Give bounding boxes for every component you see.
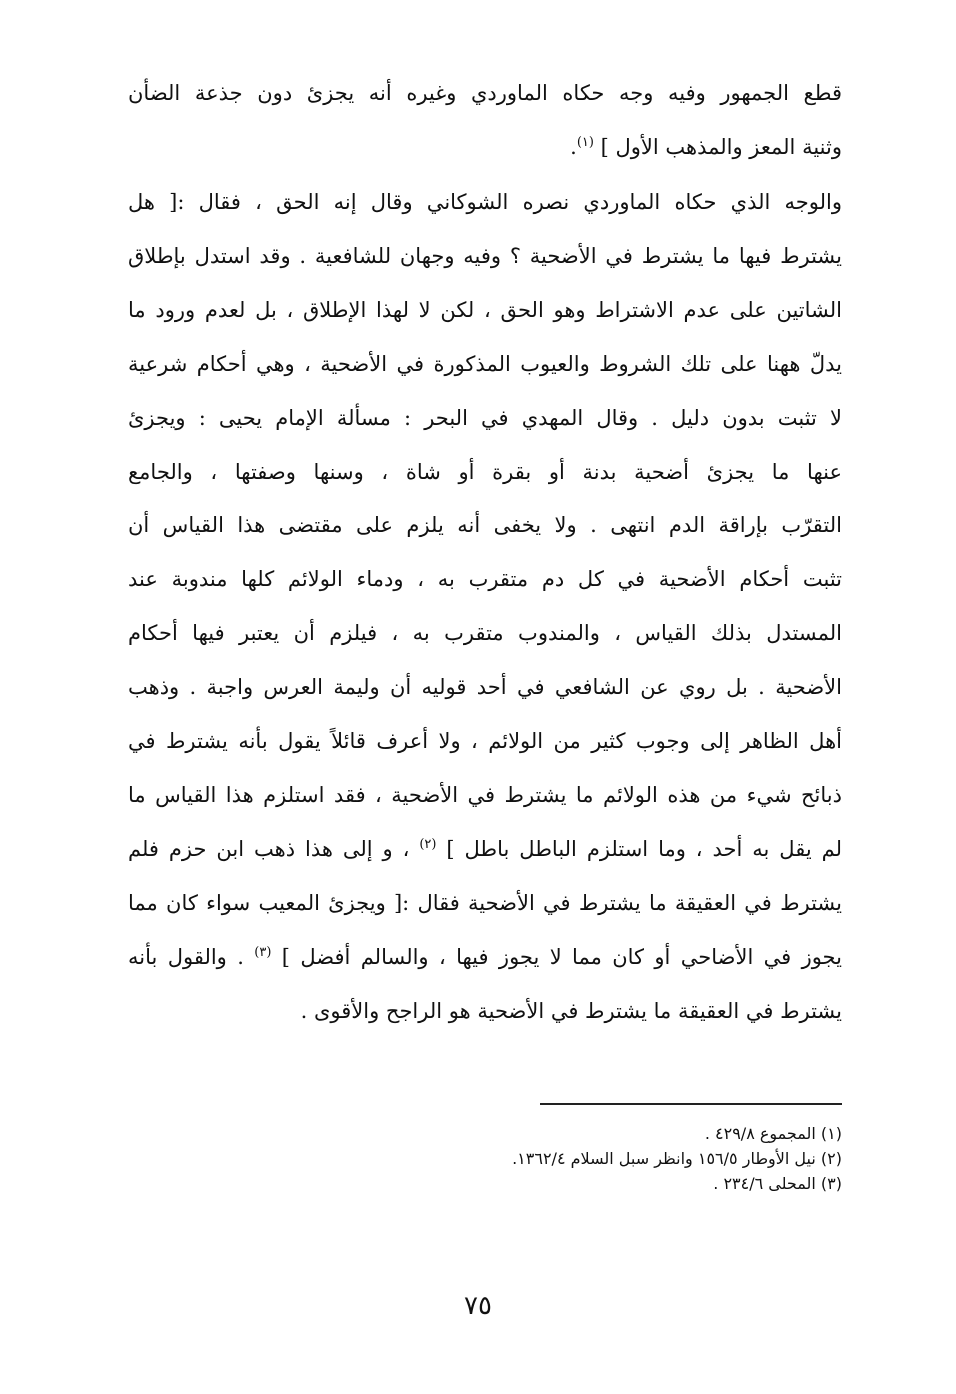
footnote-reference-2: (٢) [419, 836, 437, 852]
footnote-divider [540, 1103, 842, 1105]
paragraph-2-line-14: يشترط في العقيقة ما يشترط في الأضحية فقال :[ ويجزئ المعيب سواء كان مما [128, 890, 842, 915]
paragraph-2-line-15-end: . والقول بأنه [128, 944, 244, 969]
paragraph-2-line-13 [128, 823, 842, 877]
paragraph-2-line-13-end: ، و إلى هذا ذهب ابن حزم فلم [128, 836, 410, 861]
footnote-reference-3: (٣) [254, 944, 272, 960]
paragraph-2-line-16: يشترط في العقيقة ما يشترط في الأضحية هو الراجح والأقوى . [300, 998, 842, 1023]
paragraph-2-line-11: أهل الظاهر إلى وجوب كثير من الولائم ، ولا أعرف قائلاً يقول بأنه يشترط في [128, 729, 842, 754]
footnotes [300, 1121, 842, 1196]
paragraph-1-line-1: قطع الجمهور وفيه وجه حكاه الماوردي وغيره أنه يجزئ دون جذعة الضأن [128, 81, 842, 105]
paragraph-1-line-2 [128, 121, 842, 175]
paragraph-2-line-15-start: يجوز في الأضاحي أو كان مما لا يجوز فيها ، والسالم أفضل ] [281, 944, 842, 969]
paragraph-1-line-2-text: وثنية المعز والمذهب الأول ] [600, 134, 842, 159]
paragraph-2-line-3: الشاتين على عدم الاشتراط وهو الحق ، لكن لا لهذا الإطلاق ، بل لعدم ورود ما [128, 297, 842, 322]
paragraph-2-line-10: الأضحية . بل روي عن الشافعي في أحد قوليه أن وليمة العرس واجبة . وذهب [128, 675, 842, 700]
page-number: ٧٥ [464, 1291, 492, 1321]
paragraph-2-line-8: تثبت أحكام الأضحية في كل دم متقرب به ، ودماء الولائم كلها مندوبة عند [128, 567, 842, 592]
paragraph-2-line-1: والوجه الذي حكاه الماوردي نصره الشوكاني وقال إنه الحق ، فقال :[ هل [128, 190, 842, 214]
paragraph-2-line-13-start: لم يقل به أحد ، وما استلزم الباطل باطل ] [446, 836, 842, 861]
paragraph-2-line-2: يشترط فيها ما يشترط في الأضحية ؟ وفيه وجهان للشافعية . وقد استدل بإطلاق [128, 243, 842, 268]
paragraph-2-line-7: التقرّب بإراقة الدم انتهى . ولا يخفى أنه يلزم على مقتضى هذا القياس أن [128, 513, 842, 538]
paragraph-2-line-5: لا تثبت بدون دليل . وقال المهدي في البحر : مسألة الإمام يحيى : ويجزئ [128, 405, 842, 430]
paragraph-2-line-15 [128, 931, 842, 985]
paragraph-1 [128, 67, 842, 175]
paragraph-2-line-6: عنها ما يجزئ أضحية بدنة أو بقرة أو شاة ، وسنها وصفتها ، والجامع [128, 459, 842, 484]
footnote-2: (٢) نيل الأوطار ١٥٦/٥ وانظر سبل السلام ١٣٦٢/٤. [512, 1149, 842, 1168]
paragraph-1-end-mark: . [570, 134, 577, 159]
footnote-1: (١) المجموع ٤٢٩/٨ . [704, 1124, 842, 1143]
paragraph-2-line-9: المستدل بذلك القياس ، والمندوب متقرب به ، فيلزم أن يعتبر فيها أحكام [128, 621, 842, 646]
footnote-reference-1: (١) [576, 134, 594, 150]
footnote-3: (٣) المحلى ٢٣٤/٦ . [713, 1174, 842, 1193]
paragraph-2-line-12: ذبائح شيء من هذه الولائم ما يشترط في الأضحية ، فقد استلزم هذا القياس ما [128, 782, 842, 807]
paragraph-2-line-4: يدلّ ههنا على تلك الشروط والعيوب المذكورة في الأضحية ، وهي أحكام شرعية [128, 351, 842, 376]
paragraph-2 [128, 176, 842, 1039]
